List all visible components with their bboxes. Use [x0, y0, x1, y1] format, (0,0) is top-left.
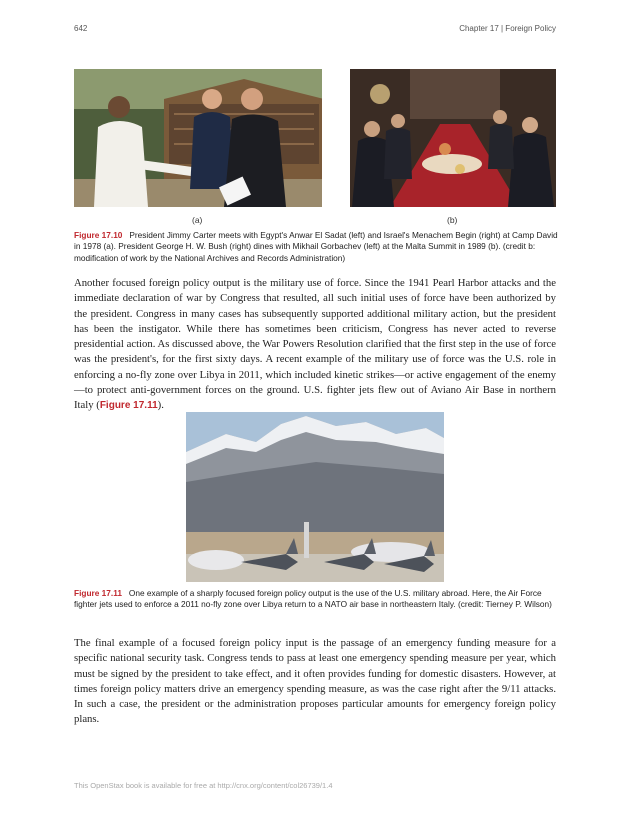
body-paragraph-1 — [74, 276, 556, 414]
page-number: 642 — [74, 24, 88, 33]
figure-17-11-caption — [74, 588, 558, 611]
figure-17-10-caption — [74, 230, 558, 264]
figure-label-a: (a) — [192, 215, 203, 225]
figure-17-10-text: President Jimmy Carter meets with Egypt's Anwar El Sadat (left) and Israel's Menachem Begin (right) at Camp David in 1978 (a). President George H. W. Bush (right) dines with Mikhail Gorbachev (left) at the Malta Summit in 1989 (b). (credit b: modification of work by the National Archives and Records Administration) — [74, 230, 558, 263]
figure-17-10-label: Figure 17.10 — [74, 230, 123, 240]
chapter-header: Chapter 17 | Foreign Policy — [459, 24, 556, 33]
photo-camp-david — [74, 69, 322, 207]
footer-text: This OpenStax book is available for free at http://cnx.org/content/col26739/1.4 — [74, 781, 333, 790]
figure-17-11-link[interactable]: Figure 17.11 — [99, 400, 158, 412]
paragraph-1-tail: ). — [157, 399, 164, 412]
figure-17-11-text: One example of a sharply focused foreign policy output is the use of the U.S. military abroad. Here, the Air Force fighter jets used to enforce a 2011 no-fly zone over Libya return to a NATO air base in northeastern Italy. (credit: Tierney P. Wilson) — [74, 588, 552, 610]
photo-malta-summit — [350, 69, 556, 207]
figure-17-11-label: Figure 17.11 — [74, 588, 122, 598]
body-paragraph-2: The final example of a focused foreign policy input is the passage of an emergency funding measure for a specific national security task. Congress tends to pass at least one emergency spending measure per year, which must be signed by the president to take effect, and it often provides funding for domestic disasters. However, at times foreign policy matters drive an emergency spending measure, as was the case right after the 9/11 attacks. In such a case, the president or the administration proposes particular amounts for emergency foreign policy plans. — [74, 637, 556, 726]
paragraph-1-text: Another focused foreign policy output is the military use of force. Since the 1941 Pearl Harbor attacks and the immediate declaration of war by Congress that resulted, all such initial uses of force have been authorized by the president. Congress in many cases has subsequently supported additional military action, but the president has been the instigator. While there has sometimes been criticism, Congress has never acted to reverse presidential action. As discussed above, the War Powers Resolution clarified that the first step in the use of force was the president's, for the first sixty days. A recent example of the military use of force was the U.S. role in enforcing a no-fly zone over Libya in 2011, which included kinetic strikes—or active engagement of the enemy—to protect anti-government forces on the ground. U.S. fighter jets flew out of Aviano Air Base in northern Italy ( — [74, 277, 556, 412]
photo-aviano-air-base — [186, 412, 444, 582]
figure-label-b: (b) — [447, 215, 458, 225]
